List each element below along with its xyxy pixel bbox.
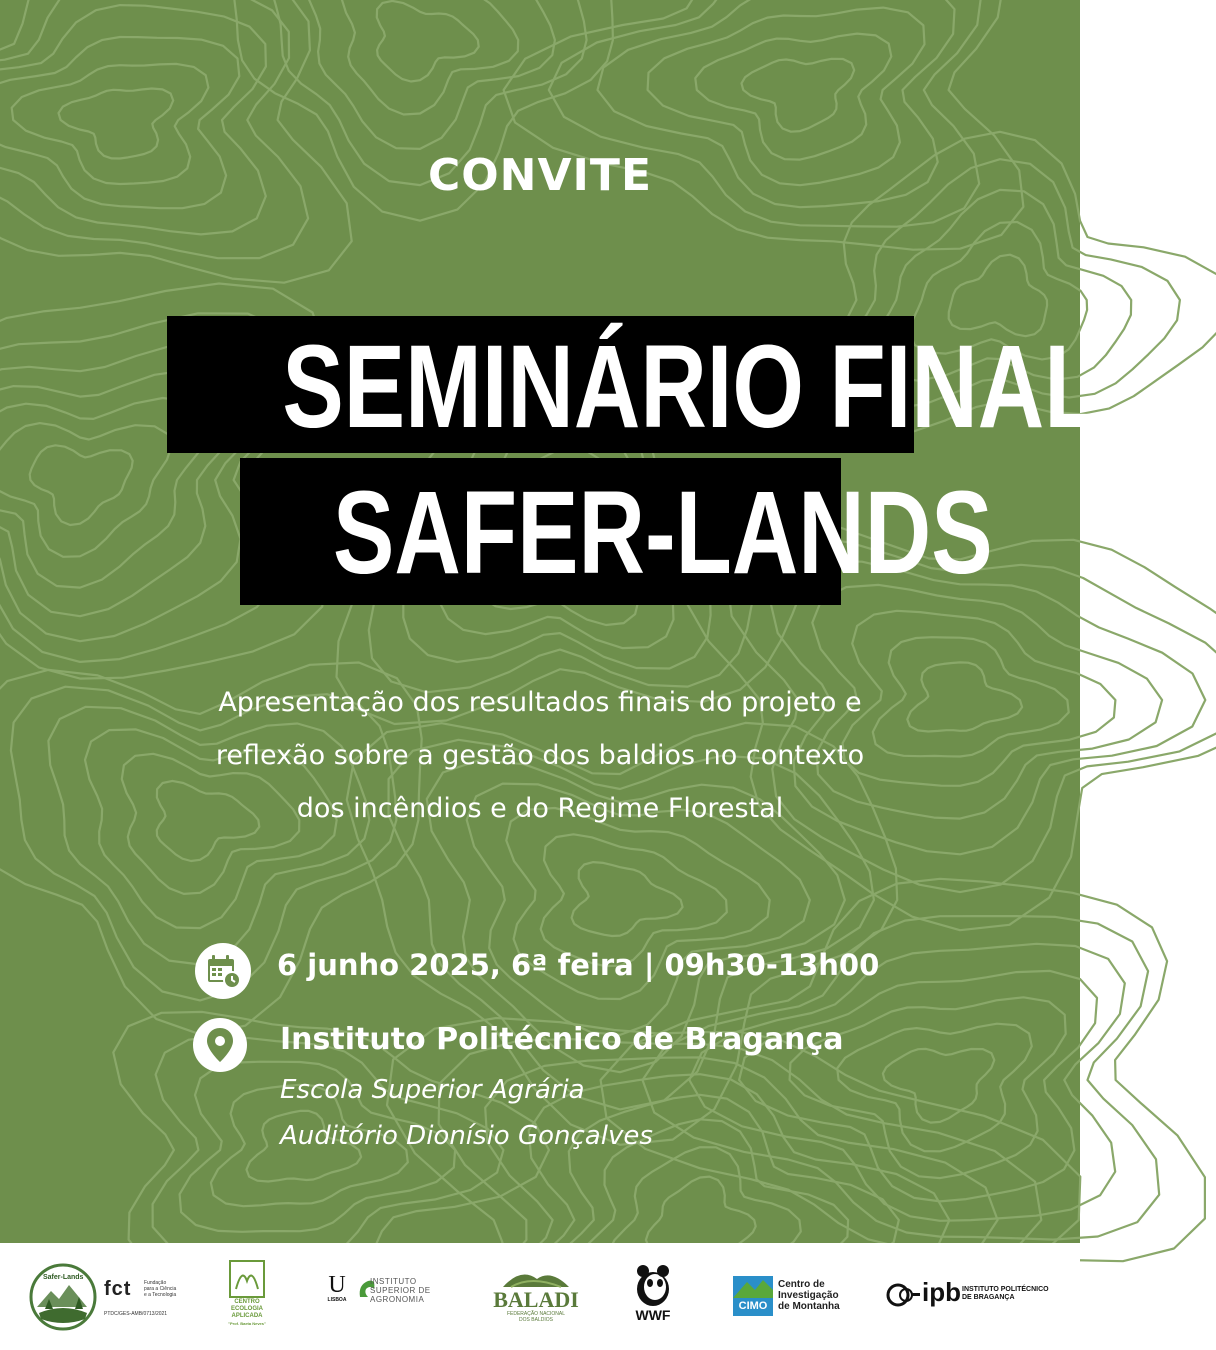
event-datetime: 6 junho 2025, 6ª feira | 09h30-13h00 [277, 948, 880, 982]
fct-tagline-line: e a Tecnologia [144, 1292, 177, 1298]
baladi-name: BALADI [493, 1287, 579, 1312]
wwf-logo [630, 1263, 676, 1343]
cea-text-line: ECOLOGIA [230, 1306, 263, 1312]
cimo-logo [733, 1276, 858, 1316]
baladi-tagline-line: DOS BALDIOS [519, 1317, 553, 1323]
cimo-text-line: Centro de [778, 1279, 825, 1290]
ulisboa-name: LISBOA [327, 1297, 347, 1303]
fct-tagline-line: Fundação [144, 1280, 167, 1286]
isa-logo [356, 1275, 446, 1315]
fct-name: fct [104, 1278, 132, 1300]
contour-line [739, 971, 1097, 1202]
cimo-mark [733, 1276, 773, 1316]
ipb-text-line: INSTITUTO POLITÉCNICO [962, 1286, 1049, 1293]
contour-line [0, 0, 352, 283]
cea-text-line: APLICADA [231, 1313, 263, 1319]
cea-text-line: CENTRO [234, 1299, 260, 1305]
title-line-1-box [167, 316, 1101, 453]
fct-logo [104, 1278, 184, 1323]
baladi-logo [490, 1265, 582, 1335]
contour-line [504, 0, 1024, 250]
title-line-1: SEMINÁRIO FINAL [282, 321, 1101, 453]
title-line-2: SAFER-LANDS [333, 467, 993, 599]
contour-line [695, 34, 891, 160]
cimo-abbr: CIMO [738, 1300, 768, 1312]
event-room: Auditório Dionísio Gonçalves [280, 1121, 653, 1151]
baladi-tagline [490, 1311, 582, 1323]
ipb-text-line: DE BRAGANÇA [962, 1294, 1015, 1301]
ipb-logo [886, 1277, 1051, 1311]
isa-text-line: SUPERIOR DE [370, 1286, 431, 1295]
contour-line [601, 879, 1205, 1261]
cimo-text-line: Investigação [778, 1290, 839, 1301]
isa-text [370, 1277, 431, 1304]
wwf-name: WWF [635, 1307, 671, 1323]
ulisboa-logo [326, 1273, 348, 1323]
saferlands-logo [29, 1263, 97, 1331]
isa-text-line: INSTITUTO [370, 1277, 417, 1286]
location-pin-icon [193, 1018, 247, 1072]
description-line: dos incêndios e do Regime Florestal [296, 793, 784, 824]
title-line-2-box [240, 458, 993, 605]
ipb-text [962, 1286, 1049, 1302]
contour-line [541, 834, 727, 966]
fct-tagline [144, 1280, 176, 1298]
cea-text-line: "Prof. Baeta Neves" [228, 1321, 266, 1326]
contour-line [646, 1177, 756, 1252]
calendar-clock-icon [195, 943, 251, 999]
fct-tagline-line: para a Ciência [144, 1286, 177, 1292]
invitation-label: CONVITE [427, 150, 652, 201]
description-line: reflexão sobre a gestão dos baldios no contexto [215, 740, 865, 771]
ulisboa-letter: U [328, 1272, 346, 1298]
event-description [120, 676, 960, 835]
cea-text [222, 1299, 272, 1327]
event-school: Escola Superior Agrária [280, 1075, 585, 1105]
cimo-text [778, 1279, 840, 1312]
partner-logos-footer [0, 1243, 1080, 1350]
contour-line [572, 862, 683, 936]
contour-line [30, 445, 133, 525]
cimo-text-line: de Montanha [778, 1301, 840, 1312]
cea-logo [222, 1259, 272, 1339]
ipb-abbr: ipb [922, 1277, 961, 1307]
isa-text-line: AGRONOMIA [370, 1295, 425, 1304]
event-venue: Instituto Politécnico de Bragança [280, 1022, 844, 1057]
saferlands-name: Safer-Lands [43, 1274, 84, 1281]
fct-grant-code: PTDC/GES-AMB/0713/2021 [104, 1311, 168, 1317]
contour-line [342, 0, 519, 115]
baladi-tagline-line: FEDERAÇÃO NACIONAL [506, 1311, 566, 1317]
description-line: Apresentação dos resultados finais do projeto e [218, 687, 862, 718]
